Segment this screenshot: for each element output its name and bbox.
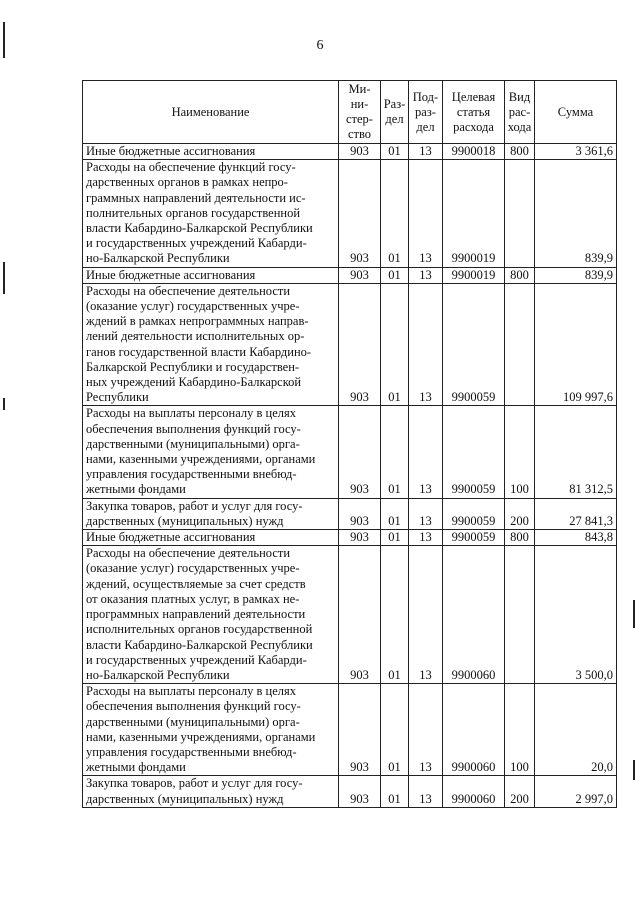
text-line: дарственных (муниципальных) нужд (86, 513, 284, 528)
header-name: Наименование (83, 81, 339, 144)
text-line: ных учреждений Кабардино-Балкарской (86, 375, 302, 390)
cell-name (83, 498, 339, 529)
cell-section: 01 (381, 684, 409, 776)
cell-sum: 3 500,0 (535, 546, 617, 684)
text-line: Вид (508, 89, 531, 104)
text-line: полнительных органов государственной (86, 205, 301, 220)
cell-ministry: 903 (339, 776, 381, 807)
cell-name (83, 160, 339, 267)
cell-expense-type: 100 (505, 406, 535, 498)
page-number: 6 (316, 38, 324, 53)
header-section (381, 81, 409, 144)
header-expense-type (505, 81, 535, 144)
text-line: управления государственными внебюд- (86, 467, 297, 482)
scan-edge-mark (3, 22, 5, 58)
text-line: ганов государственной власти Кабардино- (86, 344, 312, 359)
text-line: власти Кабардино-Балкарской Республики (86, 221, 313, 236)
cell-subsection: 13 (409, 684, 443, 776)
cell-name (83, 684, 339, 776)
text-line: жетными фондами (86, 482, 186, 497)
text-line: дел (385, 112, 404, 126)
table-row (83, 684, 617, 776)
text-line: Закупка товаров, работ и услуг для госу- (86, 776, 303, 791)
text-line: исполнительных органов государственной (86, 622, 313, 637)
cell-section: 01 (381, 546, 409, 684)
text-line: и государственных учреждений Кабарди- (86, 236, 307, 251)
text-line: Иные бюджетные ассигнования (86, 144, 256, 158)
cell-expense-type: 200 (505, 498, 535, 529)
cell-target-article: 9900059 (443, 406, 505, 498)
text-line: и государственных учреждений Кабарди- (86, 652, 307, 667)
text-line: Расходы на выплаты персоналу в целях (86, 684, 296, 699)
cell-section: 01 (381, 160, 409, 267)
cell-ministry: 903 (339, 160, 381, 267)
cell-name (83, 267, 339, 283)
cell-subsection: 13 (409, 160, 443, 267)
text-line: дарственными (муниципальными) орга- (86, 714, 300, 729)
text-line: хода (507, 119, 532, 134)
text-line: раз- (415, 104, 436, 119)
cell-ministry: 903 (339, 684, 381, 776)
cell-name (83, 776, 339, 807)
table-row (83, 546, 617, 684)
cell-ministry: 903 (339, 144, 381, 160)
cell-section: 01 (381, 267, 409, 283)
cell-ministry: 903 (339, 546, 381, 684)
text-line: Республики (86, 390, 149, 405)
cell-sum: 839,9 (535, 267, 617, 283)
text-line: Целевая (451, 89, 496, 104)
cell-target-article: 9900060 (443, 546, 505, 684)
table-row (83, 406, 617, 498)
text-line: (оказание услуг) государственных учре- (86, 299, 300, 314)
cell-target-article: 9900018 (443, 144, 505, 160)
header-sum: Сумма (535, 81, 617, 144)
cell-target-article: 9900019 (443, 160, 505, 267)
table-row (83, 776, 617, 807)
cell-section: 01 (381, 406, 409, 498)
text-line: Расходы на обеспечение деятельности (86, 283, 291, 298)
text-line: граммных направлений деятельности ис- (86, 190, 306, 205)
text-line: Балкарской Республики и государствен- (86, 359, 300, 374)
cell-expense-type: 200 (505, 776, 535, 807)
text-line: обеспечения выполнения функций госу- (86, 421, 301, 436)
text-line: стер- (346, 112, 373, 126)
cell-ministry: 903 (339, 267, 381, 283)
cell-subsection: 13 (409, 267, 443, 283)
cell-target-article: 9900059 (443, 530, 505, 546)
header-ministry (339, 81, 381, 144)
cell-target-article: 9900019 (443, 267, 505, 283)
table-row (83, 283, 617, 406)
cell-target-article: 9900060 (443, 684, 505, 776)
cell-target-article: 9900060 (443, 776, 505, 807)
cell-name (83, 144, 339, 160)
text-line: нами, казенными учреждениями, органами (86, 452, 316, 467)
table-row (83, 530, 617, 546)
cell-name (83, 283, 339, 406)
text-line: ство (347, 127, 372, 141)
cell-ministry: 903 (339, 283, 381, 406)
cell-ministry: 903 (339, 498, 381, 529)
text-line: дел (416, 119, 435, 134)
table-row (83, 498, 617, 529)
cell-expense-type: 800 (505, 144, 535, 160)
text-line: дарственными (муниципальными) орга- (86, 436, 300, 451)
cell-subsection: 13 (409, 144, 443, 160)
text-line: нами, казенными учреждениями, органами (86, 729, 316, 744)
text-line: Закупка товаров, работ и услуг для госу- (86, 498, 303, 513)
cell-section: 01 (381, 498, 409, 529)
header-subsection (409, 81, 443, 144)
text-line: жетными фондами (86, 760, 186, 775)
text-line: от оказания платных услуг, в рамках не- (86, 591, 300, 606)
text-line: Ми- (348, 82, 371, 96)
cell-name (83, 406, 339, 498)
text-line: рас- (508, 104, 531, 119)
table-row (83, 144, 617, 160)
cell-name (83, 546, 339, 684)
cell-subsection: 13 (409, 498, 443, 529)
cell-expense-type: 100 (505, 684, 535, 776)
cell-expense-type: 800 (505, 530, 535, 546)
cell-sum: 2 997,0 (535, 776, 617, 807)
text-line: обеспечения выполнения функций госу- (86, 699, 301, 714)
cell-subsection: 13 (409, 530, 443, 546)
cell-ministry: 903 (339, 406, 381, 498)
cell-expense-type (505, 283, 535, 406)
cell-sum: 3 361,6 (535, 144, 617, 160)
text-line: управления государственными внебюд- (86, 744, 297, 759)
scan-edge-mark (633, 600, 635, 628)
scan-edge-mark (3, 262, 5, 294)
text-line: дарственных органов в рамках непро- (86, 175, 288, 190)
text-line: Расходы на обеспечение функций госу- (86, 160, 296, 175)
cell-expense-type (505, 160, 535, 267)
cell-sum: 81 312,5 (535, 406, 617, 498)
cell-section: 01 (381, 144, 409, 160)
budget-table (82, 80, 617, 808)
scan-edge-mark (3, 398, 5, 410)
cell-subsection: 13 (409, 546, 443, 684)
cell-section: 01 (381, 776, 409, 807)
text-line: ждений, осуществляемые за счет средств (86, 576, 306, 591)
cell-sum: 27 841,3 (535, 498, 617, 529)
text-line: ни- (350, 97, 369, 111)
text-line: Иные бюджетные ассигнования (86, 267, 256, 282)
text-line: ждений в рамках непрограммных направ- (86, 314, 309, 329)
cell-target-article: 9900059 (443, 498, 505, 529)
cell-ministry: 903 (339, 530, 381, 546)
text-line: лений деятельности исполнительных ор- (86, 329, 305, 344)
cell-sum: 839,9 (535, 160, 617, 267)
text-line: статья (456, 104, 491, 119)
text-line: Под- (412, 89, 439, 104)
text-line: но-Балкарской Республики (86, 251, 230, 266)
cell-expense-type (505, 546, 535, 684)
table-row (83, 267, 617, 283)
cell-section: 01 (381, 530, 409, 546)
cell-subsection: 13 (409, 406, 443, 498)
text-line: расхода (453, 119, 494, 134)
cell-sum: 843,8 (535, 530, 617, 546)
cell-sum: 20,0 (535, 684, 617, 776)
cell-target-article: 9900059 (443, 283, 505, 406)
cell-section: 01 (381, 283, 409, 406)
table-header-row (83, 81, 617, 144)
text-line: программных направлений деятельности (86, 607, 306, 622)
table-row (83, 160, 617, 267)
text-line: (оказание услуг) государственных учре- (86, 561, 300, 576)
cell-subsection: 13 (409, 776, 443, 807)
cell-expense-type: 800 (505, 267, 535, 283)
text-line: Иные бюджетные ассигнования (86, 530, 256, 545)
cell-name (83, 530, 339, 546)
cell-subsection: 13 (409, 283, 443, 406)
text-line: власти Кабардино-Балкарской Республики (86, 637, 313, 652)
text-line: но-Балкарской Республики (86, 667, 230, 682)
cell-sum: 109 997,6 (535, 283, 617, 406)
text-line: Расходы на обеспечение деятельности (86, 546, 291, 561)
text-line: Раз- (383, 97, 406, 111)
text-line: дарственных (муниципальных) нужд (86, 791, 284, 806)
text-line: Расходы на выплаты персоналу в целях (86, 406, 296, 421)
header-target-article (443, 81, 505, 144)
scan-edge-mark (633, 760, 635, 780)
